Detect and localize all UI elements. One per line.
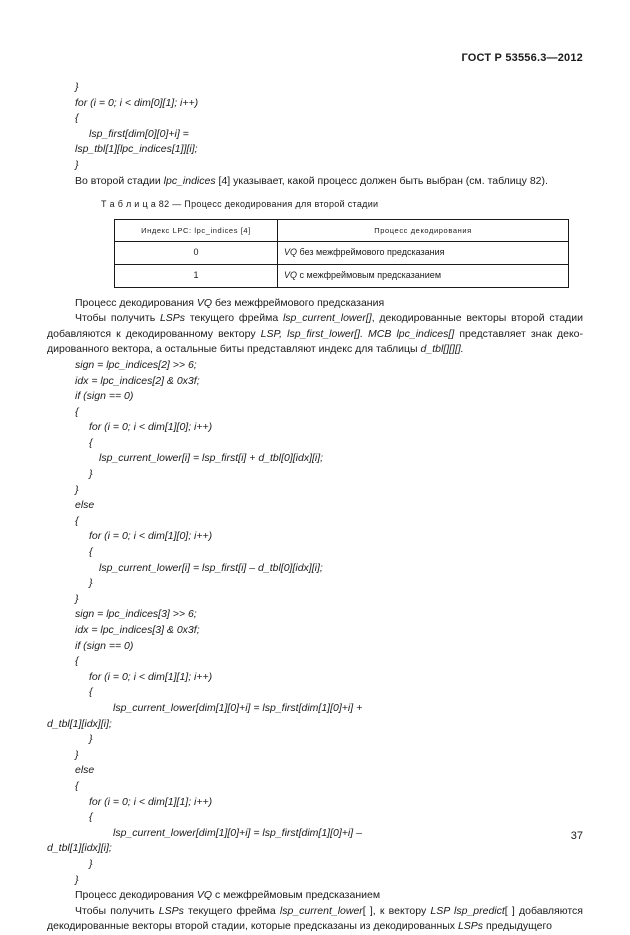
code-line: } <box>75 873 79 886</box>
code-line: idx = lpc_indices[2] & 0x3f; <box>75 374 200 387</box>
code-line: if (sign == 0) <box>75 639 134 652</box>
table-header-process: Процесс декодирования <box>278 219 569 242</box>
code-line: lsp_current_lower[i] = lsp_first[i] – d_tbl[0][idx][i]; <box>99 561 323 574</box>
decoding-table <box>114 219 569 288</box>
code-line: { <box>75 405 79 418</box>
code-line: { <box>75 514 79 527</box>
code-line: lsp_tbl[1][lpc_indices[1]][i]; <box>75 143 198 156</box>
table-header-row <box>115 219 569 242</box>
section-heading-with-prediction: Процесс декодирования VQ с межфреймовым предсказанием <box>75 889 381 902</box>
section-heading-no-prediction: Процесс декодирования VQ без межфреймового предсказания <box>75 296 385 309</box>
code-line: } <box>89 468 93 481</box>
code-line: } <box>75 158 79 171</box>
page-number: 37 <box>570 830 583 842</box>
code-line: } <box>75 592 79 605</box>
document-header: ГОСТ Р 53556.3—2012 <box>461 52 583 64</box>
code-line: else <box>75 499 95 512</box>
table-cell-index: 1 <box>115 264 278 287</box>
code-line: lsp_current_lower[i] = lsp_first[i] + d_tbl[0][idx][i]; <box>99 452 324 465</box>
code-line: } <box>89 577 93 590</box>
code-line: } <box>89 857 93 870</box>
code-line: if (sign == 0) <box>75 390 134 403</box>
code-line: { <box>89 686 93 699</box>
code-line: for (i = 0; i < dim[1][1]; i++) <box>89 670 213 683</box>
paragraph-no-prediction: Чтобы получить LSPs текущего фрейма lsp_current_lower[], декодированные векторы второй стадии добавляются к декодированному вектору LSP, lsp_first_lower[]. MCB lpc_indices[] представляет знак деко-дированного вектора, а остальные биты представляют индекс для таблицы d_tbl[][][]. <box>47 312 583 356</box>
code-line: for (i = 0; i < dim[1][1]; i++) <box>89 795 213 808</box>
code-line: for (i = 0; i < dim[0][1]; i++) <box>75 96 199 109</box>
code-line: { <box>89 546 93 559</box>
code-line: } <box>75 483 79 496</box>
code-line: } <box>75 748 79 761</box>
code-line: idx = lpc_indices[3] & 0x3f; <box>75 624 200 636</box>
code-line: sign = lpc_indices[3] >> 6; <box>75 608 197 621</box>
table-row <box>115 264 569 287</box>
table-cell-process: VQ с межфреймовым предсказанием <box>278 264 569 287</box>
code-line: { <box>89 436 93 449</box>
code-line: else <box>75 764 95 777</box>
table-cell-index: 0 <box>115 242 278 265</box>
page-content <box>47 80 583 935</box>
code-block-1 <box>47 80 583 174</box>
code-line: sign = lpc_indices[2] >> 6; <box>75 358 197 371</box>
code-line: { <box>75 779 79 792</box>
table-caption: Т а б л и ц а 82 — Процесс декодирования для второй стадии <box>101 199 379 210</box>
table-header-index: Индекс LPC: lpc_indices [4] <box>115 219 278 242</box>
code-line: for (i = 0; i < dim[1][0]; i++) <box>89 530 213 543</box>
code-line: { <box>75 112 79 125</box>
paragraph-stage2: Во второй стадии lpc_indices [4] указывает, какой процесс должен быть выбран (см. таблицу 82). <box>75 174 548 187</box>
paragraph-with-prediction: Чтобы получить LSPs текущего фрейма lsp_current_lower[ ], к вектору LSP lsp_predict[ ] добавляются декодированные векторы второй стадии, которые предсказаны из декодированных LSPs предыдущего <box>47 904 583 933</box>
code-line: for (i = 0; i < dim[1][0]; i++) <box>89 421 213 434</box>
table-cell-process: VQ без межфреймового предсказания <box>278 242 569 265</box>
code-line: } <box>89 733 93 746</box>
code-line: lsp_current_lower[dim[1][0]+i] = lsp_first[dim[1][0]+i] + <box>113 701 363 714</box>
table-row <box>115 242 569 265</box>
code-line: lsp_current_lower[dim[1][0]+i] = lsp_first[dim[1][0]+i] – <box>113 826 362 839</box>
code-line: lsp_first[dim[0][0]+i] = <box>89 127 189 140</box>
code-line: d_tbl[1][idx][i]; <box>47 842 112 855</box>
code-line: { <box>89 811 93 824</box>
code-block-2 <box>47 358 583 888</box>
code-line: } <box>75 81 79 93</box>
code-line: { <box>75 655 79 668</box>
code-line: d_tbl[1][idx][i]; <box>47 717 112 730</box>
